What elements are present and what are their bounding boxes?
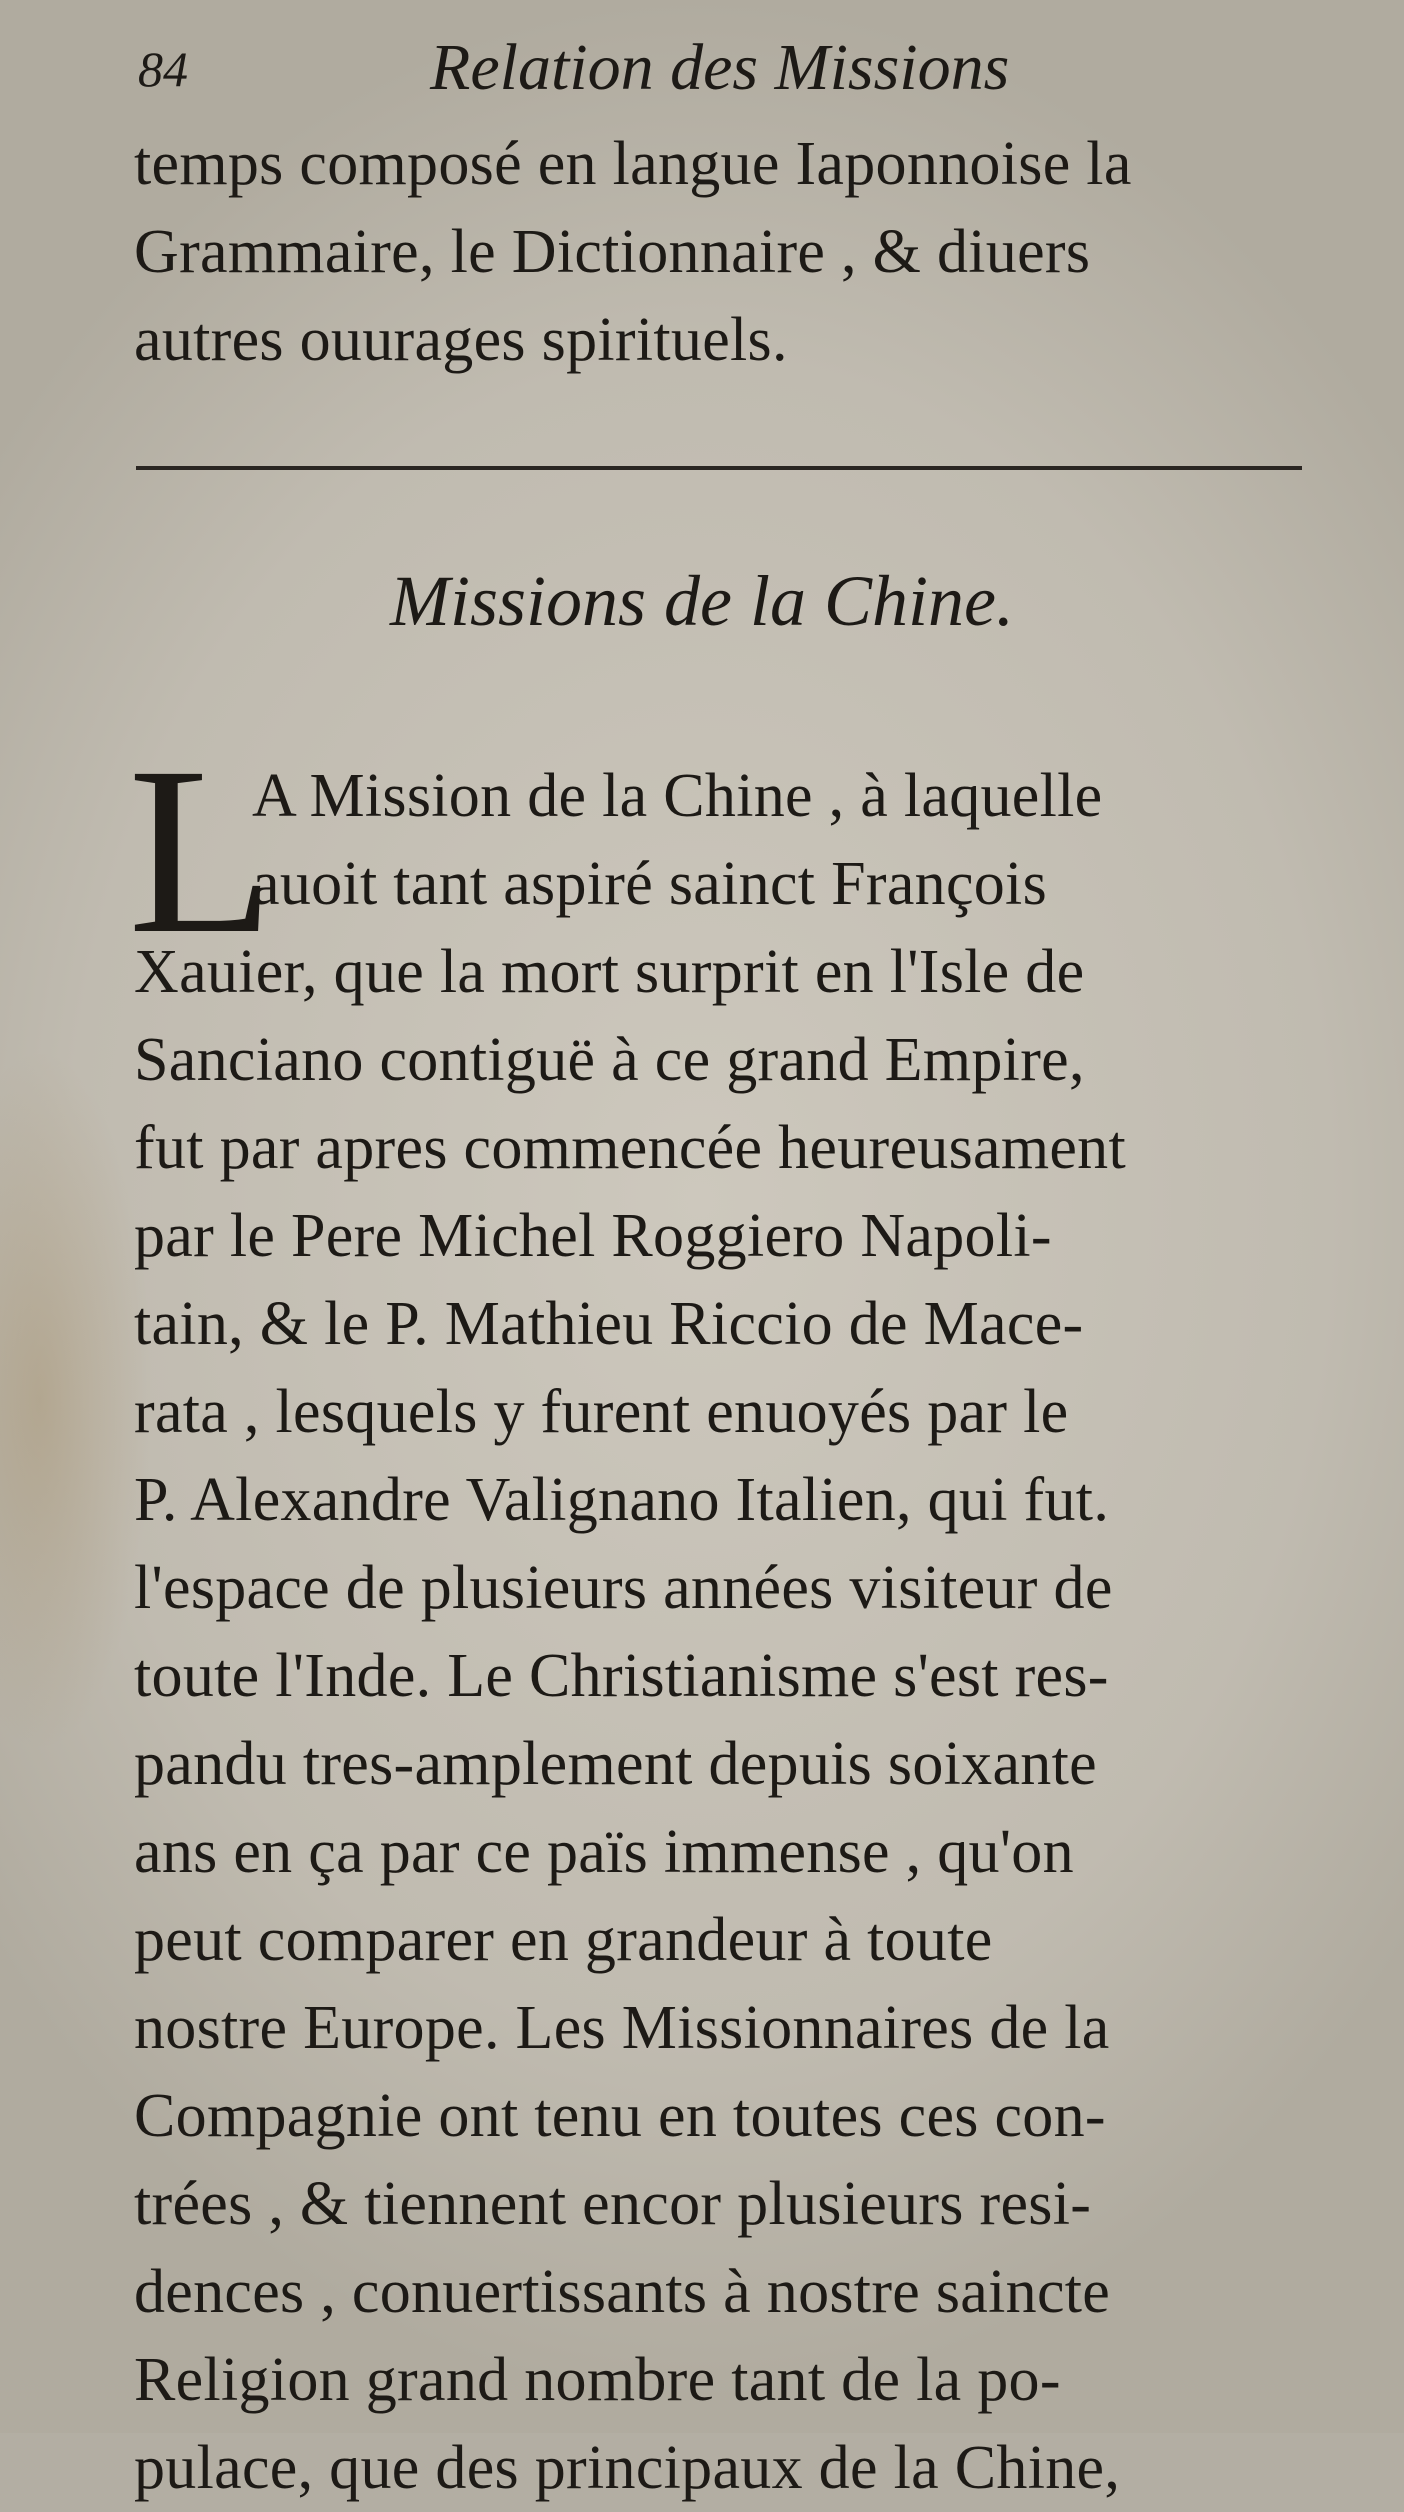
- text-line: Sanciano contiguë à ce grand Empire,: [134, 1026, 1085, 1094]
- text-line: fut par apres commencée heureusament: [134, 1114, 1126, 1182]
- text-line: Compagnie ont tenu en toutes ces con-: [134, 2082, 1106, 2150]
- text-line: dences , conuertissants à nostre saincte: [134, 2258, 1111, 2326]
- running-head-title: Relation des Missions: [430, 31, 1010, 104]
- page-number: 84: [138, 41, 188, 97]
- text-line: Grammaire, le Dictionnaire , & diuers: [134, 218, 1091, 286]
- text-line: peut comparer en grandeur à toute: [134, 1906, 993, 1974]
- text-line: ans en ça par ce païs immense , qu'on: [134, 1818, 1074, 1886]
- section-divider-rule: [136, 466, 1302, 470]
- section-heading: Missions de la Chine.: [390, 561, 1014, 641]
- text-line: P. Alexandre Valignano Italien, qui fut.: [134, 1466, 1110, 1534]
- text-line: trées , & tiennent encor plusieurs resi-: [134, 2170, 1092, 2238]
- text-line: par le Pere Michel Roggiero Napoli-: [134, 1202, 1052, 1270]
- section-body-paragraph: [134, 752, 1314, 2512]
- text-line: pulace, que des principaux de la Chine,: [134, 2434, 1121, 2502]
- text-line: toute l'Inde. Le Christianisme s'est res-: [134, 1642, 1109, 1710]
- text-line: nostre Europe. Les Missionnaires de la: [134, 1994, 1110, 2062]
- text-line: A Mission de la Chine , à laquelle: [252, 762, 1103, 830]
- text-line: temps composé en langue Iaponnoise la: [134, 130, 1132, 198]
- text-line: tain, & le P. Mathieu Riccio de Mace-: [134, 1290, 1084, 1358]
- text-line: autres ouurages spirituels.: [134, 306, 788, 374]
- carry-over-paragraph: [134, 120, 1314, 384]
- text-line: auoit tant aspiré sainct François: [252, 850, 1048, 918]
- running-head: [130, 30, 1310, 110]
- drop-cap-initial: L: [128, 717, 275, 983]
- text-line: pandu tres-amplement depuis soixante: [134, 1730, 1097, 1798]
- text-line: Religion grand nombre tant de la po-: [134, 2346, 1061, 2414]
- text-line: l'espace de plusieurs années visiteur de: [134, 1554, 1113, 1622]
- text-line: rata , lesquels y furent enuoyés par le: [134, 1378, 1069, 1446]
- text-line: Xauier, que la mort surprit en l'Isle de: [134, 938, 1085, 1006]
